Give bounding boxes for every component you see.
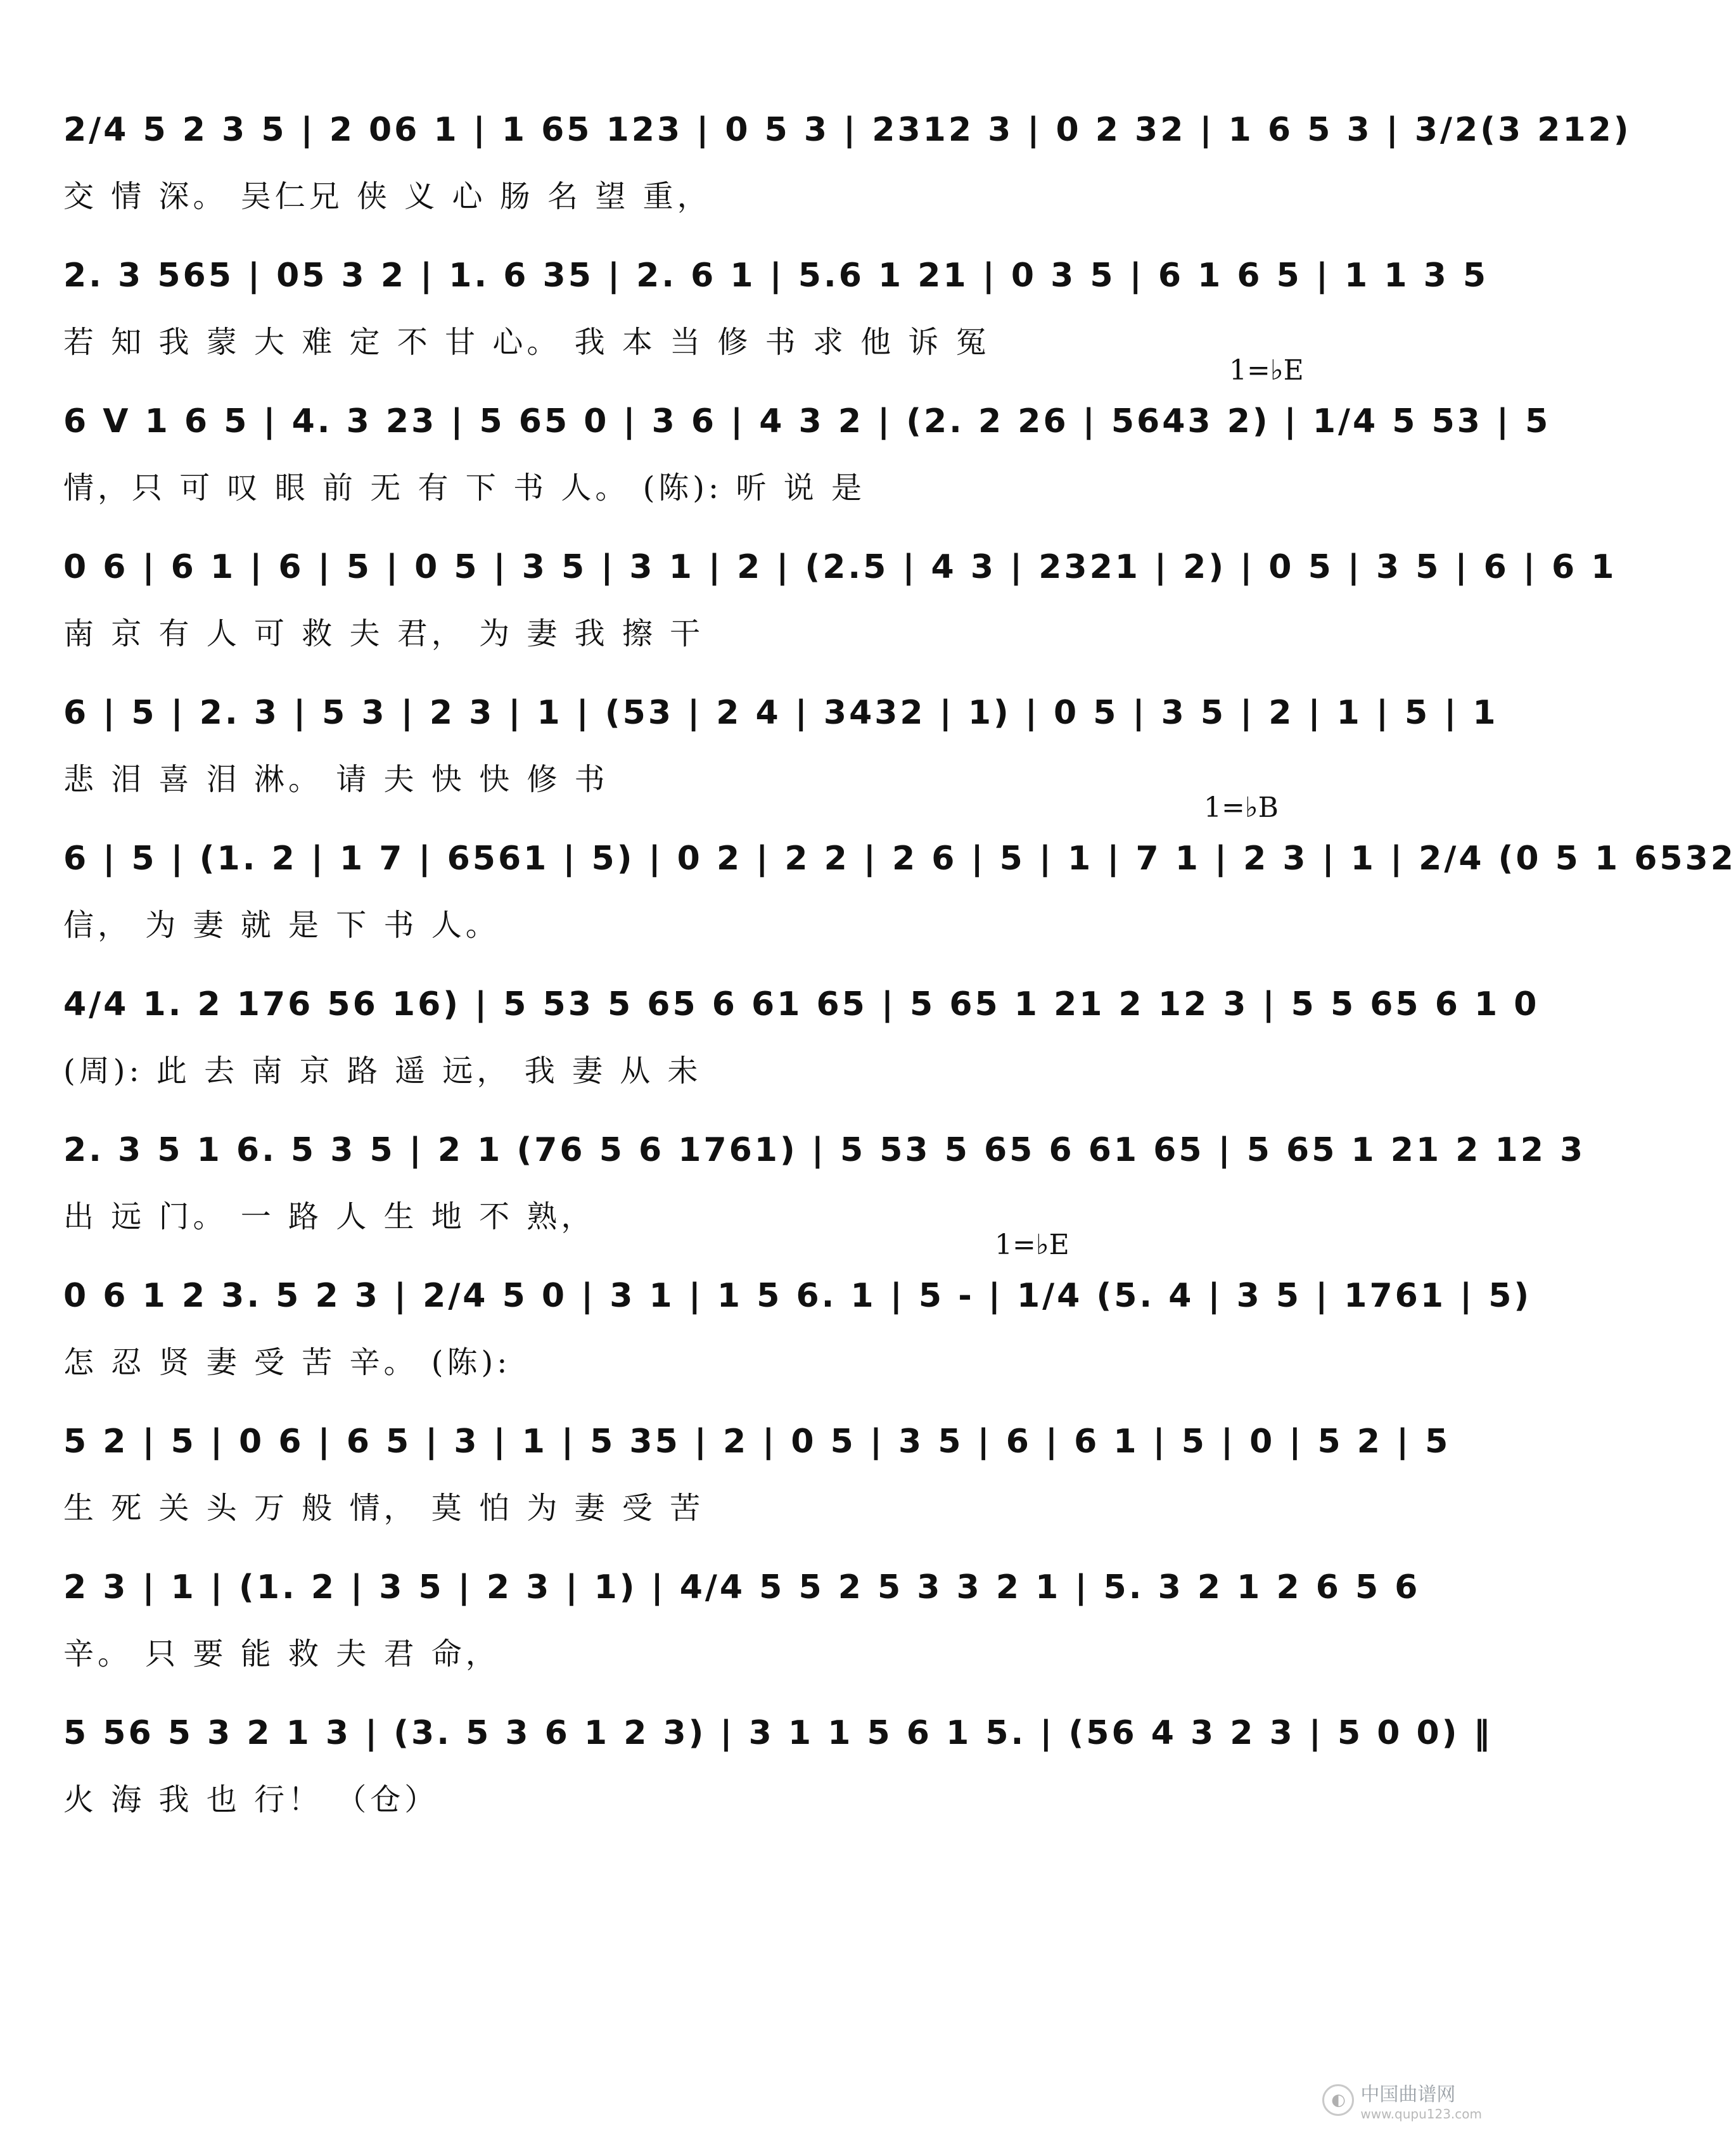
score-system-8: [0, 1115, 1586, 1261]
score-system-10: [0, 1407, 1507, 1553]
lyrics-line: (周): 此 去 南 京 路 遥 远， 我 妻 从 未: [63, 1053, 702, 1089]
score-system-6: [0, 791, 1736, 970]
lyrics-line: 辛。 只 要 能 救 夫 君 命，: [63, 1636, 500, 1672]
lyrics-line: 悲 泪 喜 泪 淋。 请 夫 快 快 修 书: [63, 762, 609, 797]
site-watermark: [1322, 2079, 1482, 2122]
score-system-4: [0, 532, 1617, 678]
score-system-7: [0, 970, 1540, 1115]
lyrics-line: 交 情 深。 吴仁兄 侠 义 心 肠 名 望 重，: [63, 179, 712, 214]
notation-line: 6 | 5 | (1. 2 | 1 7 | 6561 | 5) | 0 2 | 2 2 | 2 6 | 5 | 1 | 7 1 | 2 3 | 1 | 2/4 (0 5 1 6532: [63, 840, 1736, 878]
notation-line: 5 56 5 3 2 1 3 | (3. 5 3 6 1 2 3) | 3 1 1 5 6 1 5. | (56 4 3 2 3 | 5 0 0) ‖: [63, 1714, 1493, 1752]
score-system-11: [0, 1553, 1507, 1698]
notation-line: 0 6 1 2 3. 5 2 3 | 2/4 5 0 | 3 1 | 1 5 6. 1 | 5 - | 1/4 (5. 4 | 3 5 | 1761 | 5): [63, 1277, 1532, 1315]
notation-line: 6 V 1 6 5 | 4. 3 23 | 5 65 0 | 3 6 | 4 3 2 | (2. 2 26 | 5643 2) | 1/4 5 53 | 5: [63, 402, 1551, 440]
logo-mark-icon: ◐: [1322, 2084, 1354, 2116]
score-system-1: [0, 95, 1631, 241]
lyrics-line: 怎 忍 贤 妻 受 苦 辛。 (陈):: [63, 1345, 511, 1380]
key-signature: 1=♭E: [1229, 354, 1304, 387]
notation-line: 6 | 5 | 2. 3 | 5 3 | 2 3 | 1 | (53 | 2 4 | 3432 | 1) | 0 5 | 3 5 | 2 | 1 | 5 | 1: [63, 694, 1498, 732]
score-system-3: [0, 354, 1551, 532]
notation-line: 2. 3 565 | 05 3 2 | 1. 6 35 | 2. 6 1 | 5.6 1 21 | 0 3 5 | 6 1 6 5 | 1 1 3 5: [63, 257, 1489, 295]
watermark-site: 中国曲谱网: [1360, 2084, 1456, 2106]
lyrics-line: 情，只 可 叹 眼 前 无 有 下 书 人。 (陈): 听 说 是: [63, 470, 865, 506]
lyrics-line: 南 京 有 人 可 救 夫 君， 为 妻 我 擦 干: [63, 616, 705, 651]
lyrics-line: 若 知 我 蒙 大 难 定 不 甘 心。 我 本 当 修 书 求 他 诉 冤: [63, 324, 990, 360]
watermark-url: www.qupu123.com: [1360, 2106, 1482, 2122]
notation-line: 2. 3 5 1 6. 5 3 5 | 2 1 (76 5 6 1761) | 5 53 5 65 6 61 65 | 5 65 1 21 2 12 3: [63, 1131, 1586, 1169]
notation-line: 4/4 1. 2 176 56 16) | 5 53 5 65 6 61 65 | 5 65 1 21 2 12 3 | 5 5 65 6 1 0: [63, 985, 1540, 1023]
key-signature: 1=♭E: [995, 1229, 1069, 1261]
lyrics-line: 信， 为 妻 就 是 下 书 人。: [63, 907, 500, 943]
notation-line: 0 6 | 6 1 | 6 | 5 | 0 5 | 3 5 | 3 1 | 2 | (2.5 | 4 3 | 2321 | 2) | 0 5 | 3 5 | 6 | 6 1: [63, 548, 1617, 586]
lyrics-line: 火 海 我 也 行！ （仓）: [63, 1782, 439, 1817]
lyrics-line: 出 远 门。 一 路 人 生 地 不 熟，: [63, 1199, 596, 1234]
notation-line: 2/4 5 2 3 5 | 2 06 1 | 1 65 123 | 0 5 3 | 2312 3 | 0 2 32 | 1 6 5 3 | 3/2(3 212): [63, 111, 1631, 149]
score-system-9: [0, 1229, 1532, 1407]
watermark-text: [1360, 2079, 1482, 2122]
score-system-12: [0, 1698, 1507, 1844]
notation-line: 5 2 | 5 | 0 6 | 6 5 | 3 | 1 | 5 35 | 2 | 0 5 | 3 5 | 6 | 6 1 | 5 | 0 | 5 2 | 5: [63, 1423, 1451, 1461]
notation-line: 2 3 | 1 | (1. 2 | 3 5 | 2 3 | 1) | 4/4 5 5 2 5 3 3 2 1 | 5. 3 2 1 2 6 5 6: [63, 1568, 1420, 1606]
lyrics-line: 生 死 关 头 万 般 情， 莫 怕 为 妻 受 苦: [63, 1490, 705, 1526]
score-system-5: [0, 678, 1507, 824]
key-signature: 1=♭B: [1204, 791, 1279, 824]
